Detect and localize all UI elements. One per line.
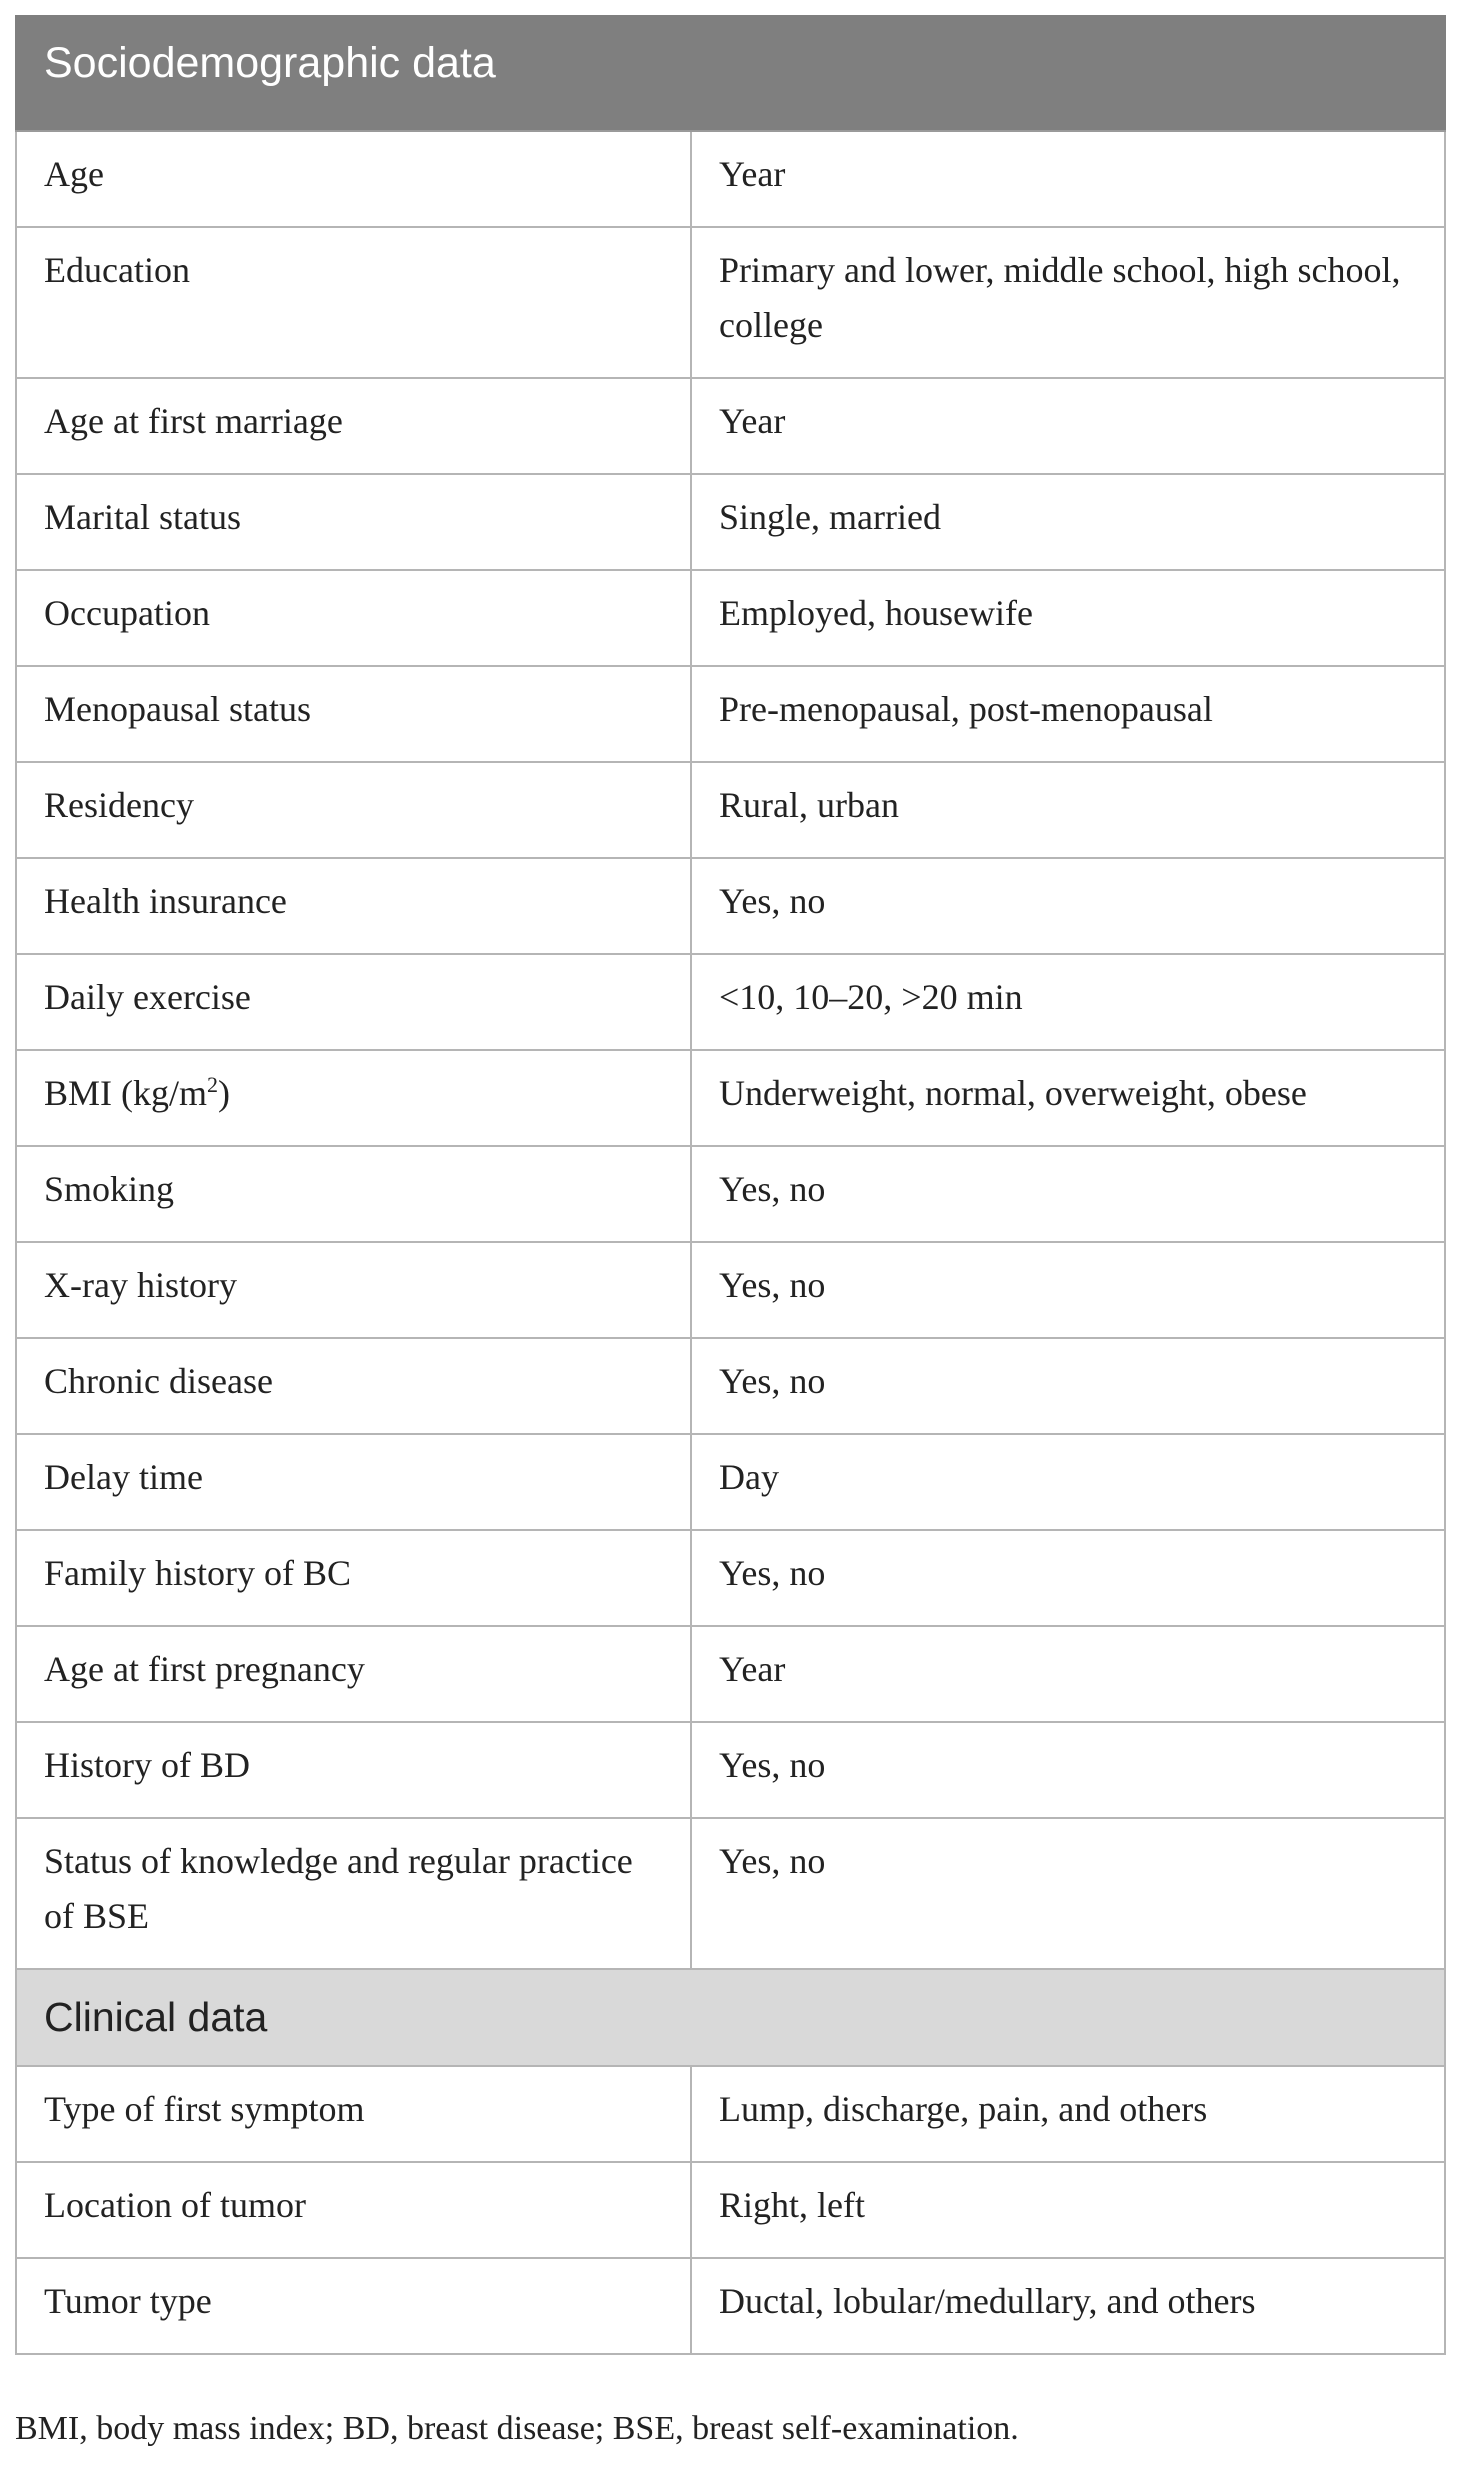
table-title: Sociodemographic data (16, 16, 1445, 131)
row-label: Age (16, 131, 691, 227)
row-label: Menopausal status (16, 666, 691, 762)
table-row (16, 1434, 1445, 1530)
row-label: Location of tumor (16, 2162, 691, 2258)
row-value: Yes, no (691, 1338, 1445, 1434)
row-value: Employed, housewife (691, 570, 1445, 666)
row-value: Underweight, normal, overweight, obese (691, 1050, 1445, 1146)
section-heading-clinical: Clinical data (16, 1969, 1445, 2066)
row-label: Smoking (16, 1146, 691, 1242)
table-row (16, 1050, 1445, 1146)
row-label: History of BD (16, 1722, 691, 1818)
row-label: Type of first symptom (16, 2066, 691, 2162)
table-footnote: BMI, body mass index; BD, breast disease; BSE, breast self-examination. (15, 2410, 1019, 2447)
table-row (16, 227, 1445, 378)
row-label: Occupation (16, 570, 691, 666)
table-row (16, 1818, 1445, 1969)
table-row (16, 954, 1445, 1050)
row-value: Rural, urban (691, 762, 1445, 858)
row-value: Yes, no (691, 858, 1445, 954)
row-label: Education (16, 227, 691, 378)
row-value: Year (691, 1626, 1445, 1722)
row-value: Yes, no (691, 1818, 1445, 1969)
row-label: Health insurance (16, 858, 691, 954)
row-value: Year (691, 131, 1445, 227)
row-value: Ductal, lobular/medullary, and others (691, 2258, 1445, 2354)
row-label: X-ray history (16, 1242, 691, 1338)
table-row (16, 858, 1445, 954)
row-value: Day (691, 1434, 1445, 1530)
table-row (16, 1338, 1445, 1434)
table-row (16, 570, 1445, 666)
table-row (16, 1722, 1445, 1818)
table-row (16, 1530, 1445, 1626)
row-label: Age at first marriage (16, 378, 691, 474)
row-value: Primary and lower, middle school, high school, college (691, 227, 1445, 378)
row-value: Yes, no (691, 1722, 1445, 1818)
row-label-bmi (16, 1050, 691, 1146)
row-label: Marital status (16, 474, 691, 570)
table-row (16, 1146, 1445, 1242)
table-row (16, 666, 1445, 762)
table-row (16, 762, 1445, 858)
row-value: Yes, no (691, 1530, 1445, 1626)
table-title-row (16, 16, 1445, 131)
bmi-label-tail: ) (218, 1073, 231, 1113)
row-value: Yes, no (691, 1242, 1445, 1338)
row-value: <10, 10–20, >20 min (691, 954, 1445, 1050)
table-row (16, 1626, 1445, 1722)
row-label: Tumor type (16, 2258, 691, 2354)
table-row (16, 378, 1445, 474)
row-value: Pre-menopausal, post-menopausal (691, 666, 1445, 762)
row-value: Lump, discharge, pain, and others (691, 2066, 1445, 2162)
table-row (16, 131, 1445, 227)
table-row (16, 2066, 1445, 2162)
table-row (16, 1242, 1445, 1338)
row-value: Yes, no (691, 1146, 1445, 1242)
bmi-label-superscript: 2 (207, 1072, 219, 1097)
data-table-container (15, 15, 1444, 2355)
section-heading-row (16, 1969, 1445, 2066)
row-label: Residency (16, 762, 691, 858)
row-label: Chronic disease (16, 1338, 691, 1434)
row-label: Daily exercise (16, 954, 691, 1050)
row-label: Family history of BC (16, 1530, 691, 1626)
row-label: Age at first pregnancy (16, 1626, 691, 1722)
bmi-label-text: BMI (kg/m (44, 1073, 208, 1113)
table-row (16, 474, 1445, 570)
row-label: Status of knowledge and regular practice of BSE (16, 1818, 691, 1969)
variables-table (15, 15, 1446, 2355)
table-row (16, 2162, 1445, 2258)
row-label: Delay time (16, 1434, 691, 1530)
row-value: Year (691, 378, 1445, 474)
row-value: Single, married (691, 474, 1445, 570)
row-value: Right, left (691, 2162, 1445, 2258)
table-row (16, 2258, 1445, 2354)
